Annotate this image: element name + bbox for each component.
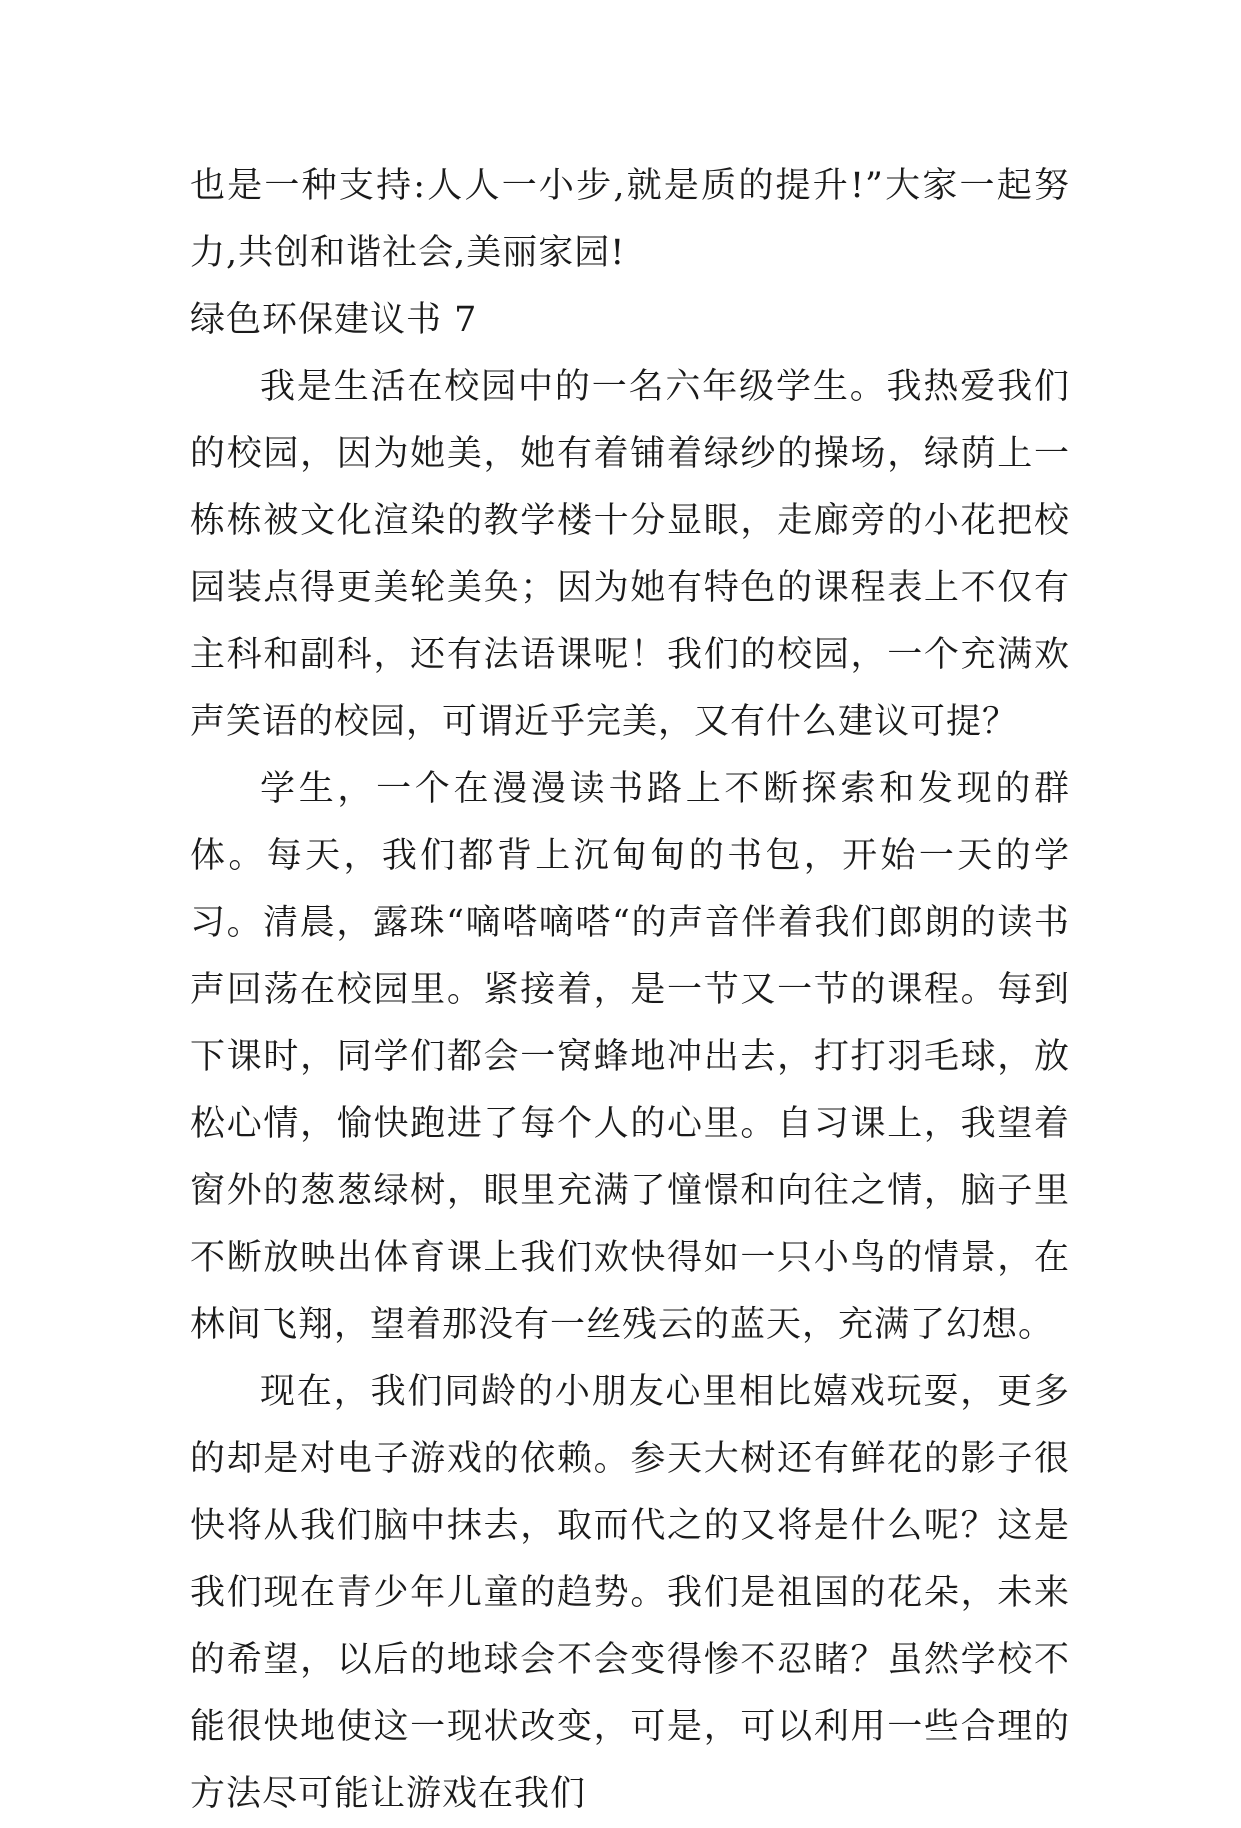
paragraph-1: 我是生活在校园中的一名六年级学生。我热爱我们的校园，因为她美，她有着铺着绿纱的操场，绿荫上一栋栋被文化渲染的教学楼十分显眼，走廊旁的小花把校园装点得更美轮美奂；因为她有特色的课程表上不仅有主科和副科，还有法语课呢！我们的校园，一个充满欢声笑语的校园，可谓近乎完美，又有什么建议可提？ bbox=[190, 367, 1070, 742]
section-heading: 绿色环保建议书 7 bbox=[190, 300, 478, 340]
paragraph-3: 现在，我们同龄的小朋友心里相比嬉戏玩耍，更多的却是对电子游戏的依赖。参天大树还有鲜花的影子很快将从我们脑中抹去，取而代之的又将是什么呢？这是我们现在青少年儿童的趋势。我们是祖国的花朵，未来的希望，以后的地球会不会变得惨不忍睹？虽然学校不能很快地使这一现状改变，可是，可以利用一些合理的方法尽可能让游戏在我们 bbox=[190, 1372, 1070, 1814]
paragraph-2: 学生，一个在漫漫读书路上不断探索和发现的群体。每天，我们都背上沉甸甸的书包，开始一天的学习。清晨，露珠“嘀嗒嘀嗒“的声音伴着我们郎朗的读书声回荡在校园里。紧接着，是一节又一节的课程。每到下课时，同学们都会一窝蜂地冲出去，打打羽毛球，放松心情，愉快跑进了每个人的心里。自习课上，我望着窗外的葱葱绿树，眼里充满了憧憬和向往之情，脑子里不断放映出体育课上我们欢快得如一只小鸟的情景，在林间飞翔，望着那没有一丝残云的蓝天，充满了幻想。 bbox=[190, 769, 1070, 1345]
continuation-paragraph: 也是一种支持:人人一小步,就是质的提升!”大家一起努力,共创和谐社会,美丽家园! bbox=[190, 166, 1070, 273]
body-text bbox=[190, 354, 1070, 1828]
